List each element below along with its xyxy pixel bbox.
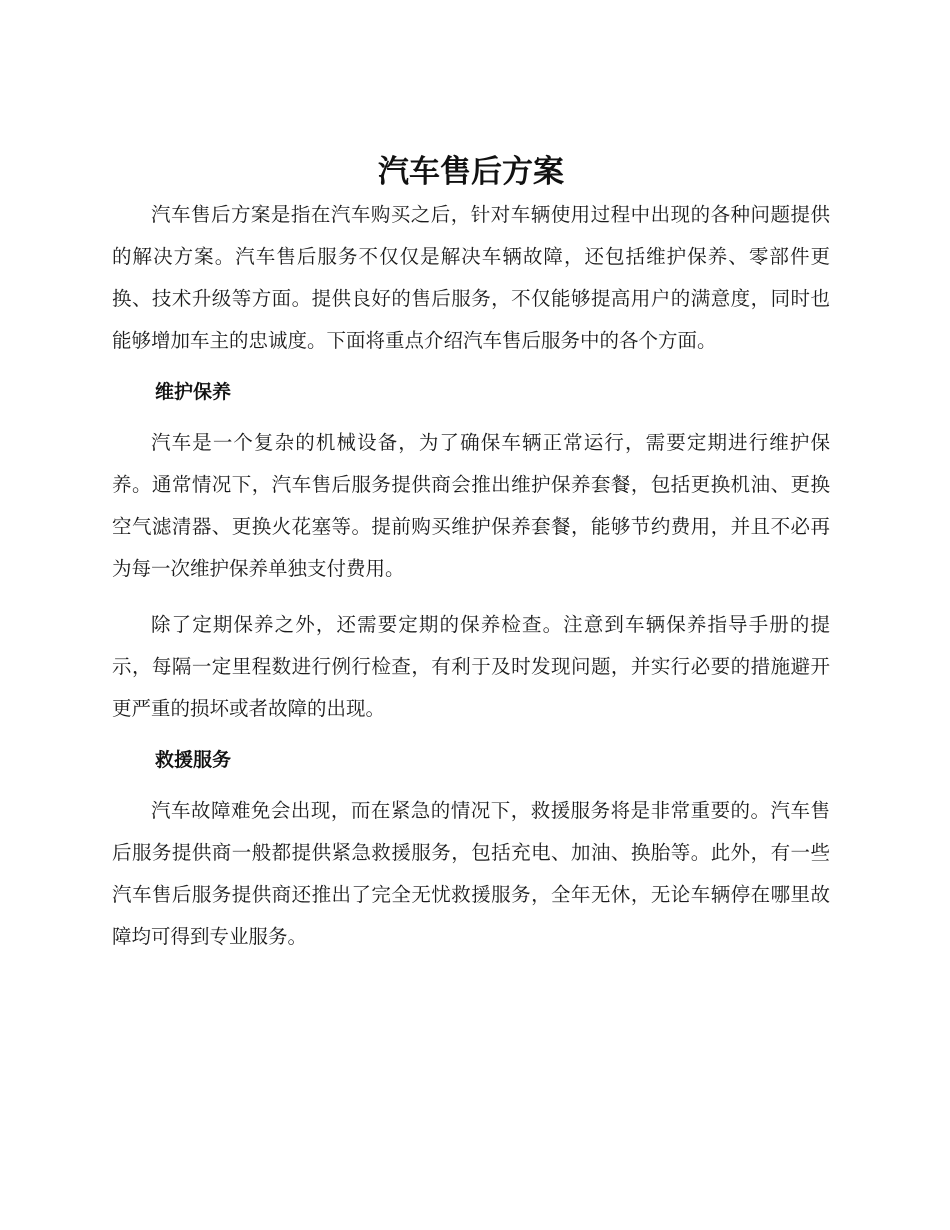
document-title: 汽车售后方案 xyxy=(378,154,564,190)
spacer xyxy=(112,412,830,422)
section-heading-maintenance: 维护保养 xyxy=(155,381,232,403)
spacer xyxy=(112,780,830,790)
spacer xyxy=(112,730,830,740)
document-page xyxy=(112,150,830,958)
section-heading-rescue: 救援服务 xyxy=(155,749,232,771)
rescue-paragraph-1: 汽车故障难免会出现，而在紧急的情况下，救援服务将是非常重要的。汽车售后服务提供商一般都提供紧急救援服务，包括充电、加油、换胎等。此外，有一些汽车售后服务提供商还推出了完全无忧救援服务，全年无休，无论车辆停在哪里故障均可得到专业服务。 xyxy=(112,799,830,948)
intro-paragraph: 汽车售后方案是指在汽车购买之后，针对车辆使用过程中出现的各种问题提供的解决方案。汽车售后服务不仅仅是解决车辆故障，还包括维护保养、零部件更换、技术升级等方面。提供良好的售后服务，不仅能够提高用户的满意度，同时也能够增加车主的忠诚度。下面将重点介绍汽车售后服务中的各个方面。 xyxy=(112,203,830,352)
spacer xyxy=(112,362,830,372)
maintenance-paragraph-1: 汽车是一个复杂的机械设备，为了确保车辆正常运行，需要定期进行维护保养。通常情况下，汽车售后服务提供商会推出维护保养套餐，包括更换机油、更换空气滤清器、更换火花塞等。提前购买维护保养套餐，能够节约费用，并且不必再为每一次维护保养单独支付费用。 xyxy=(112,431,830,580)
spacer xyxy=(112,590,830,604)
maintenance-paragraph-2: 除了定期保养之外，还需要定期的保养检查。注意到车辆保养指导手册的提示，每隔一定里程数进行例行检查，有利于及时发现问题，并实行必要的措施避开更严重的损坏或者故障的出现。 xyxy=(112,613,830,720)
